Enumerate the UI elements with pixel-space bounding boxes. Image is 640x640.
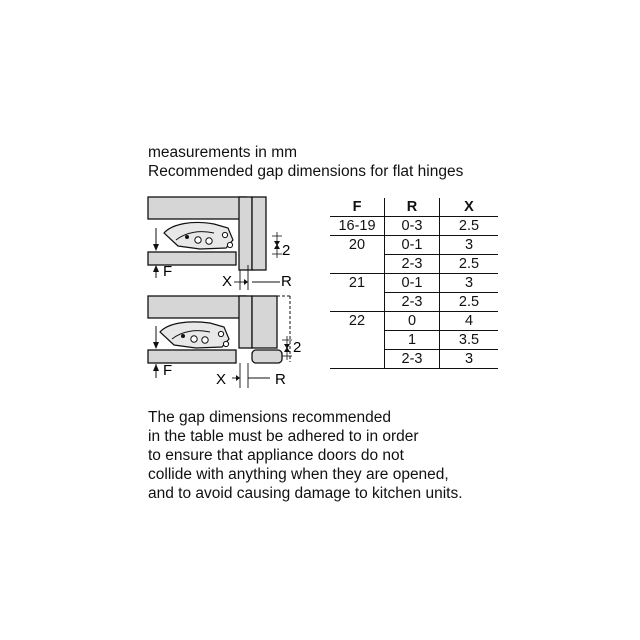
cell-x: 2.5 (458, 218, 480, 234)
r-label: R (281, 273, 292, 290)
cell-f: 20 (330, 236, 385, 255)
column-header-x: X (440, 198, 499, 217)
cell-x: 4 (440, 312, 499, 331)
cell-r: 0 (385, 312, 440, 331)
instruction-line: The gap dimensions recommended (148, 409, 391, 426)
table-row (330, 312, 498, 331)
measurements-note: measurements in mm (148, 144, 298, 161)
cell-x: 2.5 (440, 255, 499, 274)
gap-label: 2 (293, 339, 302, 356)
x-label: X (216, 371, 227, 388)
cell-x: 3 (440, 274, 499, 293)
column-header-f: F (330, 198, 385, 217)
cell-f (330, 293, 385, 312)
cell-r: 0-3 (385, 217, 440, 236)
cell-x: 3 (440, 236, 499, 255)
table-row (330, 217, 498, 236)
instruction-line: and to avoid causing damage to kitchen units. (148, 485, 463, 502)
gap-dimensions-table (330, 198, 498, 369)
column-header-r: R (385, 198, 440, 217)
cell-f: 16-19 (338, 218, 376, 234)
table-row (330, 236, 498, 255)
instruction-line: in the table must be adhered to in order (148, 428, 419, 445)
cell-x: 3.5 (440, 331, 499, 350)
cell-f (330, 255, 385, 274)
table-row (330, 255, 498, 274)
f-label: F (163, 362, 173, 379)
instruction-line: collide with anything when they are opened, (148, 466, 449, 483)
cell-r: 0-1 (385, 274, 440, 293)
cell-r: 1 (385, 331, 440, 350)
instruction-line: to ensure that appliance doors do not (148, 447, 404, 464)
cell-r: 2-3 (385, 293, 440, 312)
cell-r: 2-3 (385, 255, 440, 274)
cell-f (330, 331, 385, 350)
section-title: Recommended gap dimensions for flat hinges (148, 163, 464, 180)
cell-r: 2-3 (385, 350, 440, 369)
cell-f: 21 (330, 274, 385, 293)
instruction-paragraph (148, 408, 463, 503)
gap-label: 2 (282, 242, 291, 259)
cell-r: 0-1 (385, 236, 440, 255)
cell-f (330, 350, 385, 369)
cell-f: 22 (330, 312, 385, 331)
x-label: X (222, 273, 233, 290)
cell-x: 3 (440, 350, 499, 369)
table-row (330, 331, 498, 350)
f-label: F (163, 263, 173, 280)
table-row (330, 293, 498, 312)
table-header-row (330, 198, 498, 217)
table-row (330, 350, 498, 369)
r-label: R (275, 371, 286, 388)
cell-x: 2.5 (440, 293, 499, 312)
table-row (330, 274, 498, 293)
